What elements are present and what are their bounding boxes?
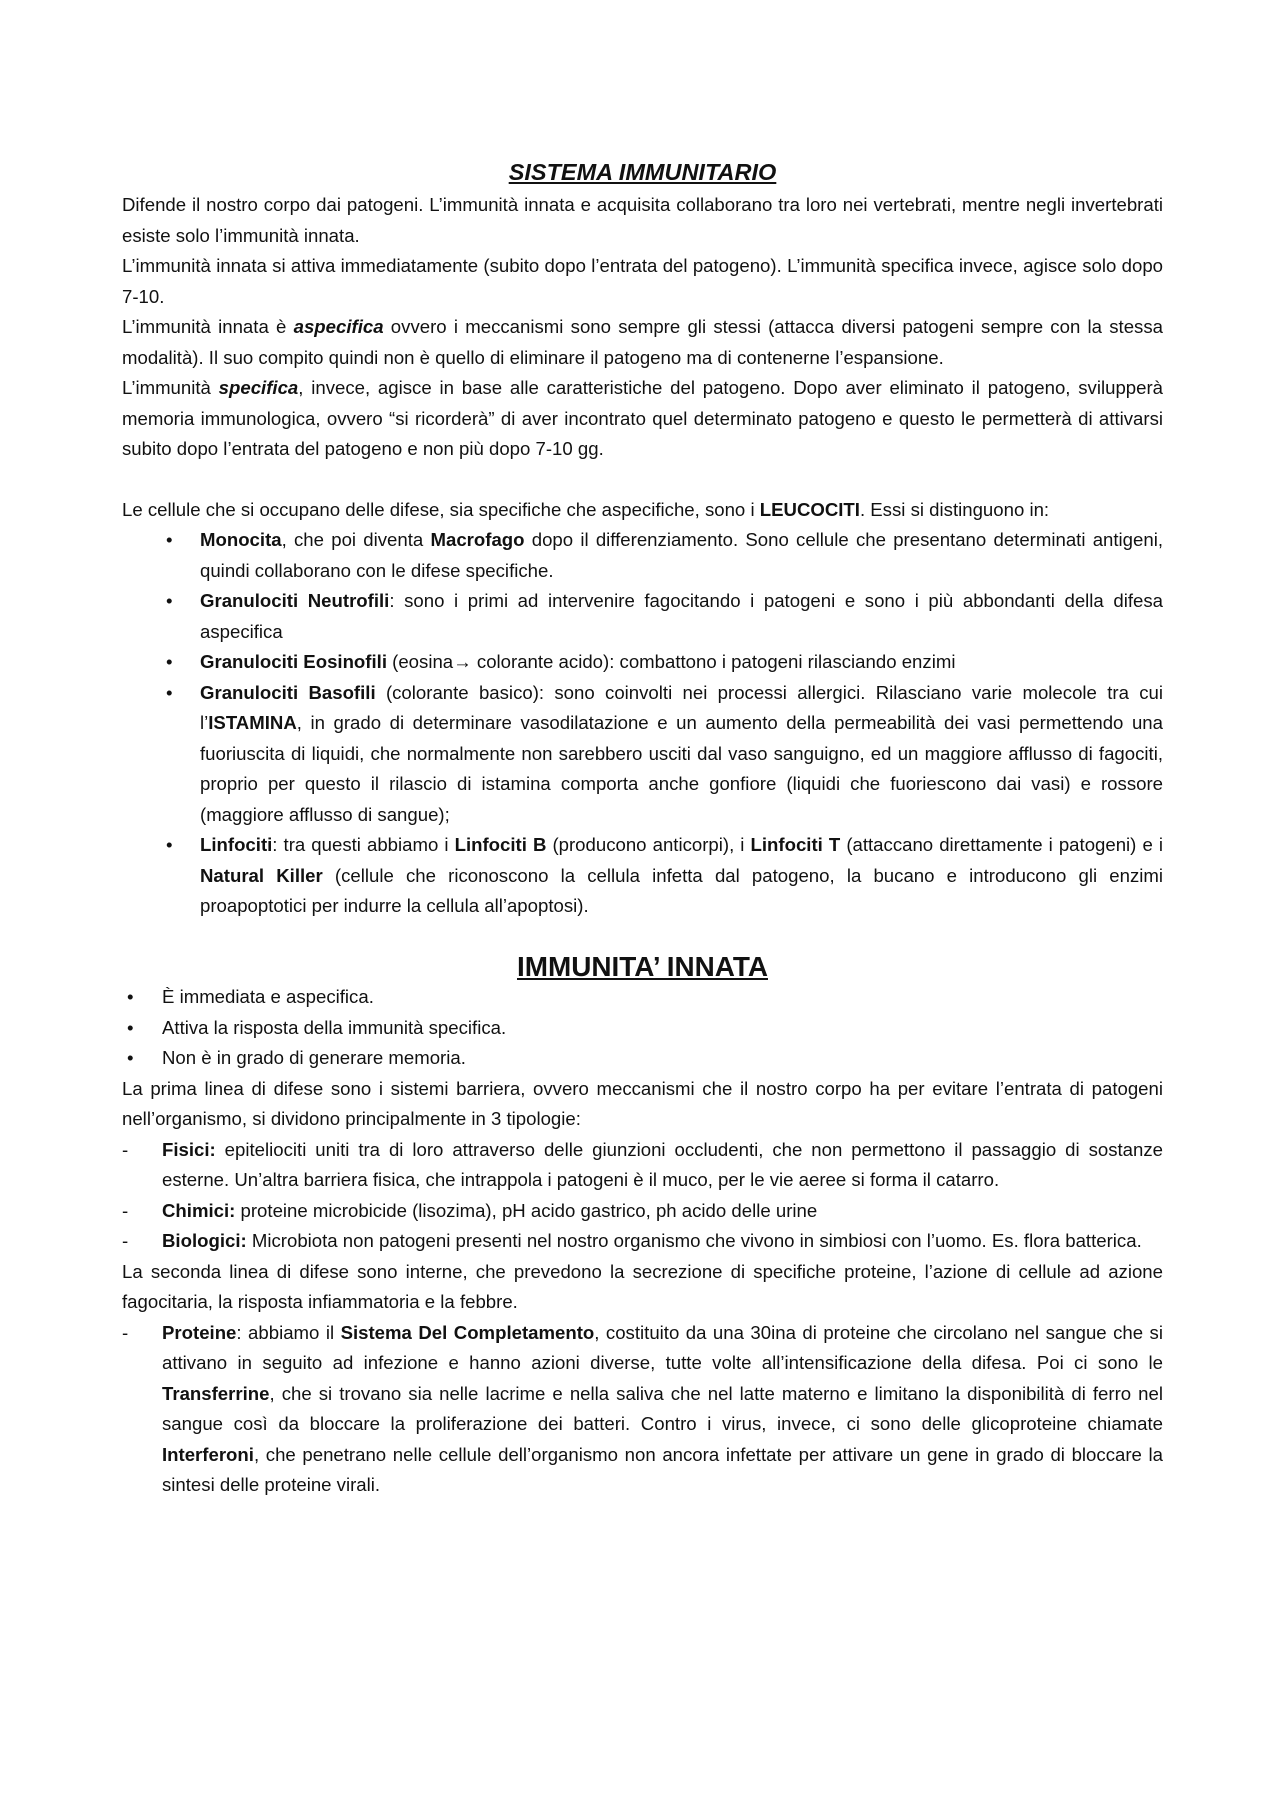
bullet-icon: •	[166, 590, 173, 611]
emphasis-aspecifica: aspecifica	[293, 316, 384, 337]
list-item-text: Non è in grado di generare memoria.	[162, 1047, 466, 1068]
text-run: (attaccano direttamente i patogeni) e i	[840, 834, 1163, 855]
list-item-monocita	[122, 525, 1163, 586]
section-heading-innata: IMMUNITA’ INNATA	[517, 950, 768, 982]
page-title: SISTEMA IMMUNITARIO	[508, 159, 777, 185]
proteine-list	[122, 1318, 1163, 1501]
leucociti-list	[122, 525, 1163, 922]
spacer	[122, 922, 1163, 952]
term-eosinofili: Granulociti Eosinofili	[200, 651, 387, 672]
term-linfociti-b: Linfociti B	[454, 834, 547, 855]
text-run: Le cellule che si occupano delle difese, sia specifiche che aspecifiche, sono i	[122, 498, 760, 520]
term-fisici: Fisici:	[162, 1138, 216, 1160]
bullet-icon: •	[127, 1047, 134, 1068]
dash-icon: -	[122, 1138, 129, 1160]
bullet-icon: •	[166, 834, 173, 855]
text-run: (cellule che riconoscono la cellula infetta dal patogeno, la bucano e introducono gli enzimi proapoptotici per indurre la cellula all’apoptosi).	[200, 864, 1164, 916]
bullet-icon: •	[166, 651, 173, 672]
dash-icon: -	[122, 1230, 129, 1251]
arrow-right-icon: →	[453, 651, 472, 672]
intro-paragraph-3	[122, 312, 1163, 373]
text-run: ovvero i meccanismi sono sempre gli stessi (attacca diversi patogeni sempre con la stessa modalità). Il suo compito quindi non è quello di eliminare il patogeno ma di contenerne l’espansione.	[122, 316, 1163, 368]
list-item-text: È immediata e aspecifica.	[162, 986, 374, 1007]
term-sistema-completamento: Sistema Del Completamento	[340, 1321, 595, 1343]
text-run: , che penetrano nelle cellule dell’organismo non ancora infettate per attivare un gene in grado di bloccare la sintesi delle proteine virali.	[162, 1443, 1163, 1495]
text-run: : tra questi abbiamo i	[272, 834, 455, 855]
text-run: L’immunità	[122, 377, 219, 398]
text-run: colorante acido): combattono i patogeni rilasciando enzimi	[471, 651, 956, 672]
text-run: proteine microbicide (lisozima), pH acido gastrico, ph acido delle urine	[235, 1199, 818, 1221]
term-proteine: Proteine	[162, 1321, 237, 1343]
text-run: L’immunità innata è	[122, 316, 294, 337]
text-run: (colorante basico): sono coinvolti nei processi allergici. Rilasciano varie molecole tra cui l’	[200, 681, 1163, 733]
list-item-fisici	[122, 1135, 1163, 1196]
term-natural-killer: Natural Killer	[200, 864, 323, 886]
text-run: , che si trovano sia nelle lacrime e nella saliva che nel latte materno e limitano la disponibilità di ferro nel sangue così da bloccare la proliferazione dei batteri. Contro i virus, invece, ci sono delle glicoproteine chiamate	[162, 1382, 1163, 1434]
list-item	[122, 1013, 1163, 1044]
list-item	[122, 1043, 1163, 1074]
text-run: , costituito da una 30ina di proteine che circolano nel sangue che si attivano in seguito ad infezione e hanno azioni diverse, tutte volte all’intensificazione della difesa. Poi ci sono le	[162, 1321, 1163, 1373]
term-transferrine: Transferrine	[162, 1382, 270, 1404]
term-interferoni: Interferoni	[162, 1443, 254, 1465]
term-istamina: ISTAMINA	[208, 712, 297, 733]
list-item-chimici	[122, 1196, 1163, 1227]
barriere-list	[122, 1135, 1163, 1257]
text-run: (eosina	[386, 651, 454, 672]
bullet-icon: •	[127, 1016, 134, 1038]
intro-paragraph-1: Difende il nostro corpo dai patogeni. L’immunità innata e acquisita collaborano tra loro nei vertebrati, mentre negli invertebrati esiste solo l’immunità innata.	[122, 194, 1163, 246]
list-item-linfociti	[122, 830, 1163, 922]
term-biologici: Biologici:	[162, 1230, 247, 1251]
seconda-linea-paragraph: La seconda linea di difese sono interne, che prevedono la secrezione di specifiche proteine, l’azione di cellule ad azione fagocitaria, la risposta infiammatoria e la febbre.	[122, 1260, 1163, 1312]
term-chimici: Chimici:	[162, 1199, 236, 1221]
list-item-biologici	[122, 1226, 1163, 1257]
text-run: (producono anticorpi), i	[546, 834, 751, 855]
list-item-eosinofili	[122, 647, 1163, 678]
list-item	[122, 982, 1163, 1013]
text-run: , che poi diventa	[281, 529, 431, 550]
text-run: epiteliociti uniti tra di loro attraverso delle giunzioni occludenti, che non permettono il passaggio di sostanze esterne. Un’altra barriera fisica, che intrappola i patogeni è il muco, per le vie aeree si forma il catarro.	[162, 1138, 1163, 1190]
intro-paragraph-4	[122, 373, 1163, 465]
intro-paragraph-2: L’immunità innata si attiva immediatamente (subito dopo l’entrata del patogeno). L’immunità specifica invece, agisce solo dopo 7-10.	[122, 255, 1163, 307]
text-run: : abbiamo il	[236, 1321, 341, 1343]
list-item-text: Attiva la risposta della immunità specifica.	[162, 1016, 507, 1038]
term-monocita: Monocita	[200, 529, 282, 550]
bullet-icon: •	[127, 986, 134, 1007]
leucociti-paragraph	[122, 495, 1163, 526]
text-run: : sono i primi ad intervenire fagocitando i patogeni e sono i più abbondanti della difesa aspecifica	[200, 590, 1163, 642]
list-item-neutrofili	[122, 586, 1163, 647]
list-item-proteine	[122, 1318, 1163, 1501]
text-run: dopo il differenziamento. Sono cellule che presentano determinati antigeni, quindi collaborano con le difese specifiche.	[200, 529, 1163, 581]
list-item-basofili	[122, 678, 1163, 831]
text-run: , invece, agisce in base alle caratteristiche del patogeno. Dopo aver eliminato il patogeno, svilupperà memoria immunologica, ovvero “si ricorderà” di aver incontrato quel determinato patogeno e questo le permetterà di attivarsi subito dopo l’entrata del patogeno e non più dopo 7-10 gg.	[122, 377, 1163, 459]
bullet-icon: •	[166, 681, 173, 703]
text-run: . Essi si distinguono in:	[859, 498, 1050, 520]
term-neutrofili: Granulociti Neutrofili	[200, 590, 390, 611]
bullet-icon: •	[166, 529, 173, 550]
keyword-leucociti: LEUCOCITI	[759, 498, 860, 520]
text-run: , in grado di determinare vasodilatazione e un aumento della permeabilità dei vasi permettendo una fuoriuscita di liquidi, che normalmente non sarebbero usciti dal vaso sanguigno, ed un maggiore afflusso di fagociti, proprio per questo il rilascio di istamina comporta anche gonfiore (liquidi che fuoriescono dai vasi) e rossore (maggiore afflusso di sangue);	[200, 712, 1163, 825]
term-linfociti: Linfociti	[200, 834, 273, 855]
text-run: Microbiota non patogeni presenti nel nostro organismo che vivono in simbiosi con l’uomo. Es. flora batterica.	[246, 1230, 1142, 1251]
term-basofili: Granulociti Basofili	[200, 681, 376, 703]
innata-bullet-list	[122, 982, 1163, 1074]
dash-icon: -	[122, 1321, 129, 1343]
term-macrofago: Macrofago	[430, 529, 525, 550]
prima-linea-paragraph: La prima linea di difese sono i sistemi barriera, ovvero meccanismi che il nostro corpo ha per evitare l’entrata di patogeni nell’organismo, si dividono principalmente in 3 tipologie:	[122, 1077, 1163, 1129]
dash-icon: -	[122, 1199, 129, 1221]
term-linfociti-t: Linfociti T	[750, 834, 841, 855]
emphasis-specifica: specifica	[218, 377, 299, 398]
spacer	[122, 465, 1163, 495]
